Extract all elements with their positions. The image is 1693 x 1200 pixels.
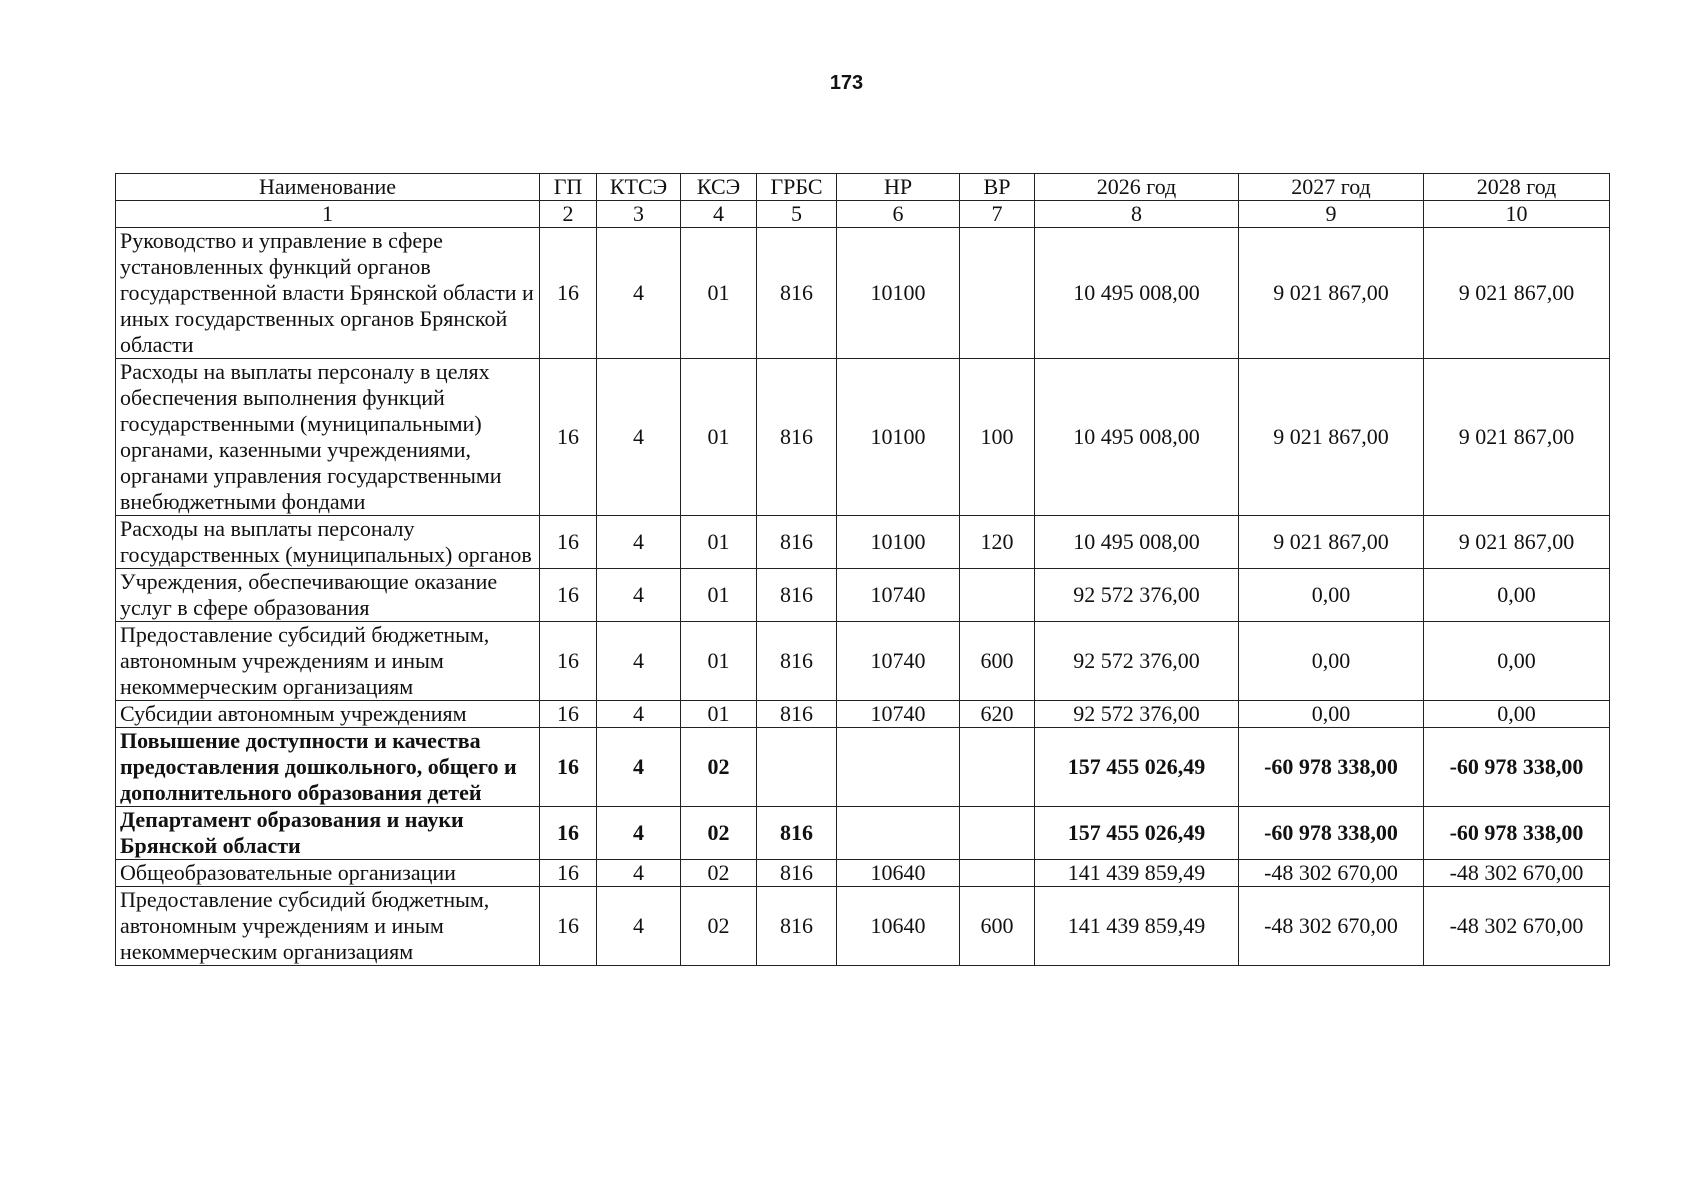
row-name: Департамент образования и науки Брянской области xyxy=(116,807,540,860)
ktse-cell: 4 xyxy=(597,228,681,359)
grbs-cell: 816 xyxy=(757,359,837,516)
grbs-cell: 816 xyxy=(757,887,837,966)
amount-2026-cell: 10 495 008,00 xyxy=(1035,228,1239,359)
row-name: Расходы на выплаты персоналу в целях обеспечения выполнения функций государственными (муниципальными) органами, казенными учреждениями, органами управления государственными внебюджетными фондами xyxy=(116,359,540,516)
row-name: Расходы на выплаты персоналу государственных (муниципальных) органов xyxy=(116,516,540,569)
nr-cell xyxy=(837,728,960,807)
ktse-cell: 4 xyxy=(597,887,681,966)
kse-cell: 01 xyxy=(681,622,757,701)
amount-2028-cell: 0,00 xyxy=(1424,701,1610,728)
grbs-cell xyxy=(757,728,837,807)
amount-2026-cell: 92 572 376,00 xyxy=(1035,622,1239,701)
nr-cell xyxy=(837,807,960,860)
grbs-cell: 816 xyxy=(757,622,837,701)
row-name: Предоставление субсидий бюджетным, автономным учреждениям и иным некоммерческим организациям xyxy=(116,887,540,966)
column-number: 9 xyxy=(1239,201,1424,228)
table-row xyxy=(116,359,1610,516)
column-header: 2028 год xyxy=(1424,174,1610,201)
nr-cell: 10640 xyxy=(837,860,960,887)
row-name: Общеобразовательные организации xyxy=(116,860,540,887)
amount-2028-cell: -60 978 338,00 xyxy=(1424,807,1610,860)
page-number: 173 xyxy=(829,72,864,94)
vr-cell: 600 xyxy=(960,887,1035,966)
amount-2027-cell: 9 021 867,00 xyxy=(1239,359,1424,516)
table-row xyxy=(116,728,1610,807)
table-row xyxy=(116,516,1610,569)
kse-cell: 01 xyxy=(681,701,757,728)
column-header: КСЭ xyxy=(681,174,757,201)
table-row xyxy=(116,701,1610,728)
amount-2027-cell: -60 978 338,00 xyxy=(1239,807,1424,860)
amount-2027-cell: 9 021 867,00 xyxy=(1239,516,1424,569)
table-row xyxy=(116,569,1610,622)
column-header: ГП xyxy=(540,174,597,201)
nr-cell: 10100 xyxy=(837,228,960,359)
table-row xyxy=(116,228,1610,359)
nr-cell: 10100 xyxy=(837,359,960,516)
grbs-cell: 816 xyxy=(757,807,837,860)
gp-cell: 16 xyxy=(540,887,597,966)
row-name: Руководство и управление в сфере установленных функций органов государственной власти Брянской области и иных государственных органов Брянской области xyxy=(116,228,540,359)
kse-cell: 02 xyxy=(681,887,757,966)
vr-cell: 100 xyxy=(960,359,1035,516)
table-row xyxy=(116,860,1610,887)
vr-cell xyxy=(960,569,1035,622)
amount-2027-cell: -48 302 670,00 xyxy=(1239,860,1424,887)
amount-2026-cell: 157 455 026,49 xyxy=(1035,728,1239,807)
ktse-cell: 4 xyxy=(597,359,681,516)
vr-cell: 600 xyxy=(960,622,1035,701)
ktse-cell: 4 xyxy=(597,569,681,622)
amount-2028-cell: 0,00 xyxy=(1424,622,1610,701)
column-header: Наименование xyxy=(116,174,540,201)
row-name: Учреждения, обеспечивающие оказание услуг в сфере образования xyxy=(116,569,540,622)
gp-cell: 16 xyxy=(540,728,597,807)
gp-cell: 16 xyxy=(540,359,597,516)
vr-cell xyxy=(960,807,1035,860)
grbs-cell: 816 xyxy=(757,228,837,359)
amount-2027-cell: 0,00 xyxy=(1239,569,1424,622)
ktse-cell: 4 xyxy=(597,516,681,569)
amount-2026-cell: 92 572 376,00 xyxy=(1035,569,1239,622)
kse-cell: 02 xyxy=(681,860,757,887)
nr-cell: 10640 xyxy=(837,887,960,966)
kse-cell: 01 xyxy=(681,228,757,359)
row-name: Субсидии автономным учреждениям xyxy=(116,701,540,728)
amount-2028-cell: -48 302 670,00 xyxy=(1424,887,1610,966)
ktse-cell: 4 xyxy=(597,728,681,807)
amount-2028-cell: 9 021 867,00 xyxy=(1424,516,1610,569)
amount-2028-cell: -48 302 670,00 xyxy=(1424,860,1610,887)
column-header: 2027 год xyxy=(1239,174,1424,201)
vr-cell xyxy=(960,728,1035,807)
amount-2028-cell: 0,00 xyxy=(1424,569,1610,622)
column-header: ГРБС xyxy=(757,174,837,201)
amount-2027-cell: -48 302 670,00 xyxy=(1239,887,1424,966)
amount-2026-cell: 141 439 859,49 xyxy=(1035,860,1239,887)
gp-cell: 16 xyxy=(540,860,597,887)
amount-2026-cell: 141 439 859,49 xyxy=(1035,887,1239,966)
grbs-cell: 816 xyxy=(757,701,837,728)
column-number: 5 xyxy=(757,201,837,228)
row-name: Повышение доступности и качества предоставления дошкольного, общего и дополнительного образования детей xyxy=(116,728,540,807)
amount-2028-cell: 9 021 867,00 xyxy=(1424,228,1610,359)
column-number: 4 xyxy=(681,201,757,228)
column-number: 1 xyxy=(116,201,540,228)
amount-2027-cell: -60 978 338,00 xyxy=(1239,728,1424,807)
column-number: 3 xyxy=(597,201,681,228)
column-number: 2 xyxy=(540,201,597,228)
column-header: ВР xyxy=(960,174,1035,201)
gp-cell: 16 xyxy=(540,701,597,728)
kse-cell: 01 xyxy=(681,569,757,622)
amount-2028-cell: -60 978 338,00 xyxy=(1424,728,1610,807)
nr-cell: 10100 xyxy=(837,516,960,569)
amount-2027-cell: 0,00 xyxy=(1239,622,1424,701)
kse-cell: 01 xyxy=(681,359,757,516)
amount-2026-cell: 10 495 008,00 xyxy=(1035,359,1239,516)
gp-cell: 16 xyxy=(540,516,597,569)
amount-2026-cell: 92 572 376,00 xyxy=(1035,701,1239,728)
ktse-cell: 4 xyxy=(597,860,681,887)
amount-2027-cell: 0,00 xyxy=(1239,701,1424,728)
budget-table xyxy=(115,173,1610,966)
nr-cell: 10740 xyxy=(837,569,960,622)
gp-cell: 16 xyxy=(540,807,597,860)
amount-2028-cell: 9 021 867,00 xyxy=(1424,359,1610,516)
vr-cell: 620 xyxy=(960,701,1035,728)
grbs-cell: 816 xyxy=(757,516,837,569)
gp-cell: 16 xyxy=(540,622,597,701)
header-row xyxy=(116,174,1610,201)
grbs-cell: 816 xyxy=(757,860,837,887)
ktse-cell: 4 xyxy=(597,622,681,701)
table-row xyxy=(116,887,1610,966)
nr-cell: 10740 xyxy=(837,701,960,728)
row-name: Предоставление субсидий бюджетным, автономным учреждениям и иным некоммерческим организациям xyxy=(116,622,540,701)
column-number: 10 xyxy=(1424,201,1610,228)
vr-cell xyxy=(960,860,1035,887)
column-number: 7 xyxy=(960,201,1035,228)
amount-2026-cell: 157 455 026,49 xyxy=(1035,807,1239,860)
grbs-cell: 816 xyxy=(757,569,837,622)
gp-cell: 16 xyxy=(540,569,597,622)
kse-cell: 02 xyxy=(681,807,757,860)
kse-cell: 02 xyxy=(681,728,757,807)
vr-cell xyxy=(960,228,1035,359)
ktse-cell: 4 xyxy=(597,807,681,860)
column-number-row xyxy=(116,201,1610,228)
gp-cell: 16 xyxy=(540,228,597,359)
table-row xyxy=(116,622,1610,701)
ktse-cell: 4 xyxy=(597,701,681,728)
vr-cell: 120 xyxy=(960,516,1035,569)
column-number: 6 xyxy=(837,201,960,228)
amount-2026-cell: 10 495 008,00 xyxy=(1035,516,1239,569)
column-number: 8 xyxy=(1035,201,1239,228)
column-header: КТСЭ xyxy=(597,174,681,201)
column-header: 2026 год xyxy=(1035,174,1239,201)
nr-cell: 10740 xyxy=(837,622,960,701)
column-header: НР xyxy=(837,174,960,201)
amount-2027-cell: 9 021 867,00 xyxy=(1239,228,1424,359)
table-row xyxy=(116,807,1610,860)
kse-cell: 01 xyxy=(681,516,757,569)
